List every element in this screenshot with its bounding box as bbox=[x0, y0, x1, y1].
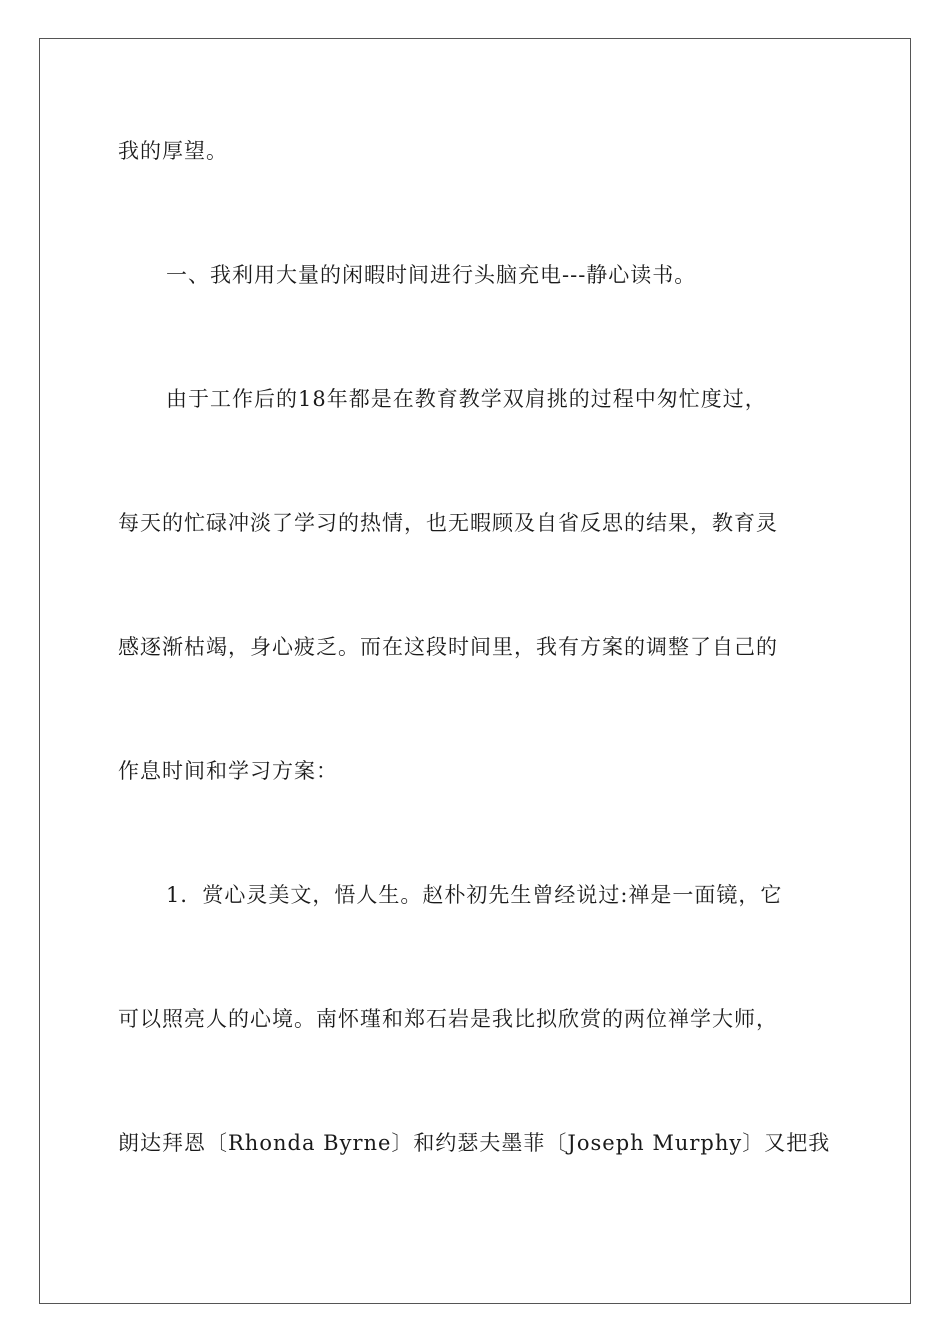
page-frame bbox=[39, 38, 911, 1304]
text-line-4: 每天的忙碌冲淡了学习的热情，也无暇顾及自省反思的结果，教育灵 bbox=[118, 511, 778, 535]
text-line-1: 我的厚望。 bbox=[118, 139, 228, 163]
text-line-9: 朗达拜恩〔Rhonda Byrne〕和约瑟夫墨菲〔Joseph Murphy〕又把我 bbox=[118, 1131, 831, 1155]
text-line-6: 作息时间和学习方案： bbox=[118, 759, 338, 783]
section-heading: 一、我利用大量的闲暇时间进行头脑充电---静心读书。 bbox=[166, 263, 697, 287]
text-line-3: 由于工作后的18年都是在教育教学双肩挑的过程中匆忙度过， bbox=[166, 387, 767, 411]
text-line-8: 可以照亮人的心境。南怀瑾和郑石岩是我比拟欣赏的两位禅学大师， bbox=[118, 1007, 778, 1031]
text-line-5: 感逐渐枯竭，身心疲乏。而在这段时间里，我有方案的调整了自己的 bbox=[118, 635, 778, 659]
list-item-1: 1．赏心灵美文，悟人生。赵朴初先生曾经说过:禅是一面镜，它 bbox=[166, 883, 783, 907]
